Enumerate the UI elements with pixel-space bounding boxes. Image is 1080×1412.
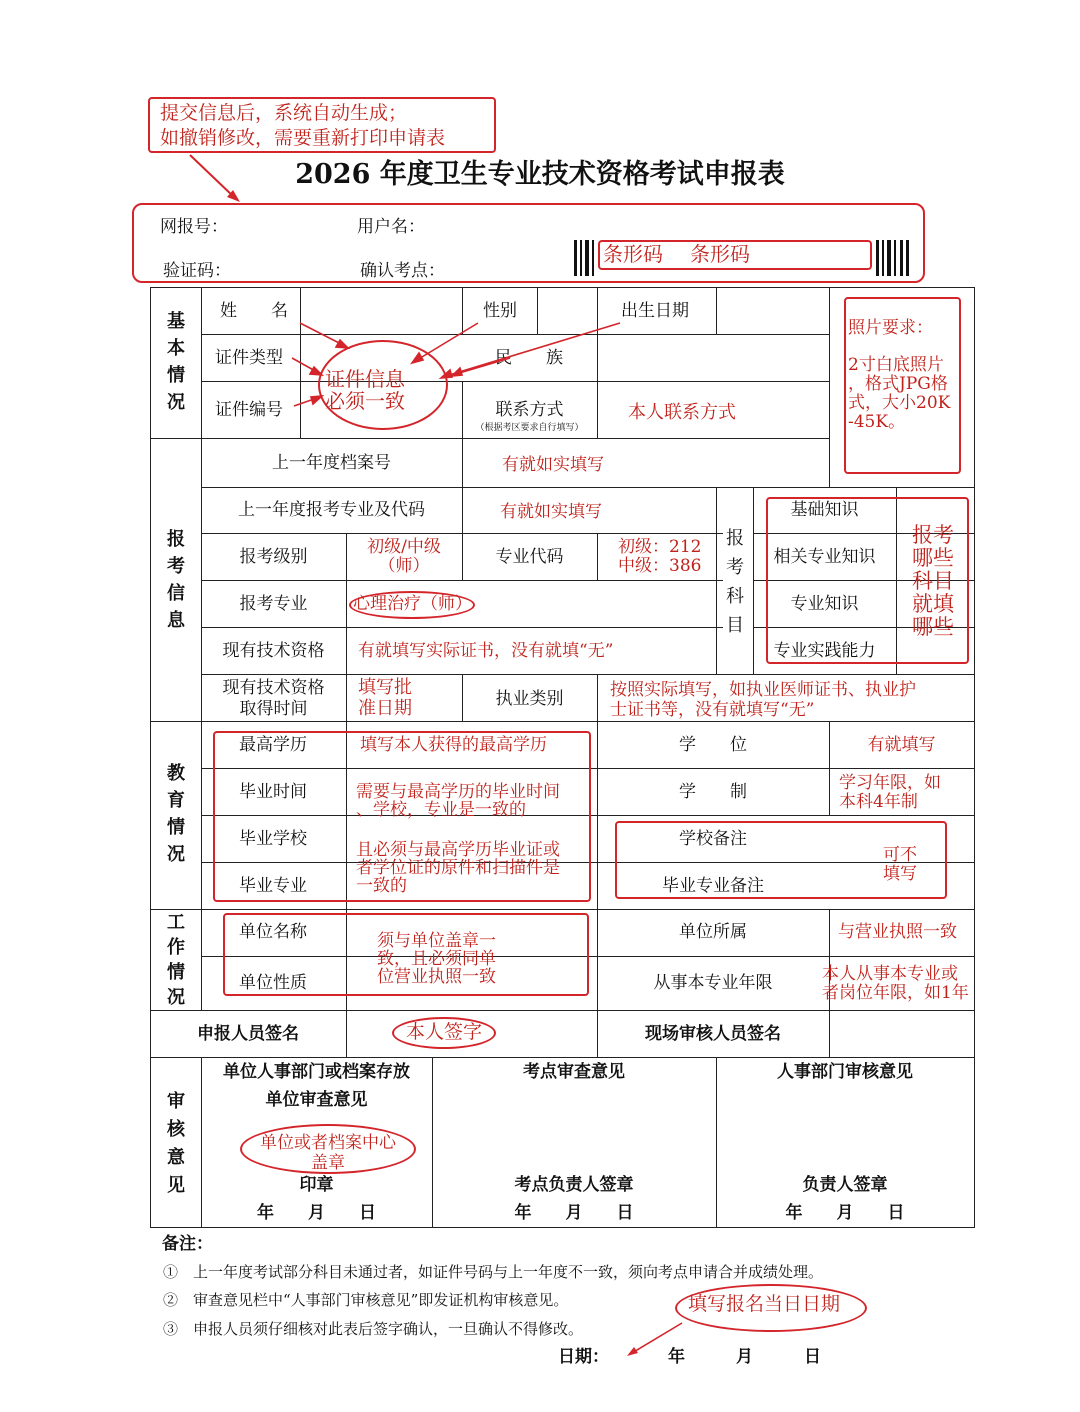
date-note: 填写报名当日日期	[688, 1293, 841, 1315]
subject-note-2: 哪些	[912, 546, 954, 570]
contact-value: 本人联系方式	[628, 402, 736, 423]
subject-professional: 专业知识	[790, 594, 859, 614]
id-note-line2: 必须一致	[325, 389, 405, 413]
level-label: 报考级别	[239, 547, 308, 567]
applicant-sign-label: 申报人员签名	[197, 1024, 299, 1044]
username-label: 用户名：	[357, 217, 425, 237]
years-label: 从事本专业年限	[653, 973, 773, 993]
subject-basic: 基础知识	[790, 500, 859, 520]
review-col1-note-2: 盖章	[311, 1153, 345, 1173]
review-col3-seal: 负责人签章	[802, 1175, 888, 1195]
unit-note-2: 致，且必须同单	[377, 949, 496, 969]
practice-type-label: 执业类别	[495, 689, 564, 709]
edu-note-5: 一致的	[356, 876, 407, 896]
subject-practice: 专业实践能力	[773, 641, 876, 661]
code-value-2: 中级：386	[618, 556, 702, 576]
confirm-site-label: 确认考点：	[360, 261, 445, 281]
applicant-sign-value: 本人签字	[406, 1021, 483, 1043]
qual-time-label-1: 现有技术资格	[222, 678, 325, 698]
edu-note-2: 、学校，专业是一致的	[356, 800, 526, 820]
years-value-2: 者岗位年限，如1年	[822, 983, 969, 1003]
auditor-sign-label: 现场审核人员签名	[645, 1024, 781, 1044]
subject-related: 相关专业知识	[773, 547, 876, 567]
photo-line-4: -45K。	[848, 412, 906, 432]
subject-note-4: 就填	[912, 592, 954, 616]
system-value-1: 学习年限，如	[839, 773, 941, 793]
major-code-label: 专业代码	[495, 547, 564, 567]
unit-belong-value: 与营业执照一致	[838, 922, 957, 942]
notes-item-1: ① 上一年度考试部分科目未通过者，如证件号码与上一年度不一致，须向考点申请合并成绩处理。	[163, 1263, 824, 1281]
contact-note: （根据考区要求自行填写）	[475, 423, 584, 433]
photo-line-1: 2寸白底照片	[848, 355, 944, 375]
unit-name-label: 单位名称	[239, 922, 307, 942]
section-work-label: 工作情况	[167, 912, 185, 1008]
subject-note-5: 哪些	[912, 615, 954, 639]
notes-title: 备注：	[162, 1234, 213, 1254]
edu-note-1: 需要与最高学历的毕业时间	[356, 782, 560, 802]
photo-line-2: ，格式JPG格	[848, 374, 948, 394]
edu-note-3: 且必须与最高学历毕业证或	[356, 840, 560, 860]
review-col3-title: 人事部门审核意见	[777, 1062, 913, 1082]
annotation-top-line2: 如撤销修改，需要重新打印申请表	[160, 127, 446, 149]
section-apply-label: 报考信息	[167, 529, 185, 631]
review-col3-date: 年 月 日	[785, 1203, 905, 1223]
prev-archive-value: 有就如实填写	[502, 455, 604, 475]
highest-edu-value: 填写本人获得的最高学历	[360, 735, 547, 755]
review-col1-seal: 印章	[299, 1175, 334, 1195]
section-edu-label: 教育情况	[167, 763, 185, 865]
system-label: 学 制	[679, 782, 747, 802]
unit-note-1: 须与单位盖章一	[377, 931, 496, 951]
major-note-label: 毕业专业备注	[662, 876, 764, 896]
section-subject-label: 报考科目	[726, 528, 744, 636]
prev-major-label: 上一年度报考专业及代码	[238, 500, 425, 520]
system-value-2: 本科4年制	[839, 792, 918, 812]
current-qual-value: 有就填写实际证书，没有就填“无”	[358, 641, 614, 661]
section-review-label: 审核意见	[167, 1091, 185, 1196]
highest-edu-label: 最高学历	[239, 735, 307, 755]
page-title: 2026 年度卫生专业技术资格考试申报表	[295, 159, 785, 190]
code-value-1: 初级：212	[618, 537, 702, 557]
birth-label: 出生日期	[621, 301, 689, 321]
notes-item-3: ③ 申报人员须仔细核对此表后签字确认，一旦确认不得修改。	[163, 1320, 584, 1338]
review-col2-date: 年 月 日	[514, 1203, 634, 1223]
id-type-label: 证件类型	[215, 348, 283, 368]
photo-title: 照片要求：	[848, 318, 933, 338]
years-value-1: 本人从事本专业或	[822, 964, 958, 984]
level-value-1: 初级/中级	[367, 537, 441, 557]
optional-note-2: 填写	[883, 864, 917, 884]
review-col1-title-2: 单位审查意见	[265, 1090, 368, 1110]
qual-time-value-2: 准日期	[358, 698, 412, 719]
current-qual-label: 现有技术资格	[222, 641, 325, 661]
qual-time-value-1: 填写批	[358, 677, 412, 698]
id-no-label: 证件编号	[215, 400, 283, 420]
barcode-text-1: 条形码	[603, 242, 663, 266]
prev-major-value: 有就如实填写	[500, 502, 602, 522]
unit-note-3: 位营业执照一致	[377, 967, 496, 987]
practice-value-1: 按照实际填写，如执业医师证书、执业护	[610, 680, 916, 700]
unit-type-label: 单位性质	[239, 973, 307, 993]
photo-line-3: 式，大小20K	[848, 393, 951, 413]
review-col1-title-1: 单位人事部门或档案存放	[223, 1062, 410, 1082]
unit-belong-label: 单位所属	[679, 922, 747, 942]
subject-note-3: 科目	[912, 569, 954, 593]
grad-school-label: 毕业学校	[239, 829, 307, 849]
grad-major-label: 毕业专业	[239, 876, 307, 896]
prev-archive-label: 上一年度档案号	[272, 453, 391, 473]
review-col2-title: 考点审查意见	[523, 1062, 625, 1082]
notes-item-2: ② 审查意见栏中“人事部门审核意见”即发证机构审核意见。	[163, 1291, 569, 1309]
degree-value: 有就填写	[867, 735, 936, 755]
degree-label: 学 位	[679, 735, 747, 755]
annotation-top-line1: 提交信息后，系统自动生成；	[160, 102, 408, 124]
edu-note-4: 者学位证的原件和扫描件是	[356, 858, 560, 878]
level-value-2: （师）	[378, 556, 430, 576]
net-no-label: 网报号：	[160, 217, 228, 237]
gender-label: 性别	[483, 301, 517, 321]
id-note-arrows	[280, 310, 680, 420]
grad-time-label: 毕业时间	[239, 782, 307, 802]
contact-label: 联系方式	[495, 400, 564, 420]
major-label: 报考专业	[239, 594, 308, 614]
review-col1-date: 年 月 日	[257, 1203, 376, 1223]
date-label: 日期：	[558, 1347, 609, 1367]
qual-time-label-2: 取得时间	[239, 699, 308, 719]
review-col1-note-1: 单位或者档案中心	[260, 1133, 396, 1153]
section-basic-label: 基本情况	[167, 311, 185, 413]
practice-value-2: 士证书等，没有就填写“无”	[610, 700, 815, 720]
ethnic-label: 民 族	[495, 348, 563, 368]
name-label: 姓 名	[220, 301, 288, 321]
barcode-text-2: 条形码	[690, 242, 750, 266]
optional-note-1: 可不	[883, 845, 917, 865]
subject-note-1: 报考	[912, 523, 954, 547]
captcha-label: 验证码：	[163, 261, 231, 281]
school-note-label: 学校备注	[679, 829, 747, 849]
id-note-line1: 证件信息	[325, 367, 405, 391]
major-value: 心理治疗（师）	[353, 594, 472, 614]
date-value: 年 月 日	[668, 1347, 821, 1367]
review-col2-seal: 考点负责人签章	[514, 1175, 634, 1195]
